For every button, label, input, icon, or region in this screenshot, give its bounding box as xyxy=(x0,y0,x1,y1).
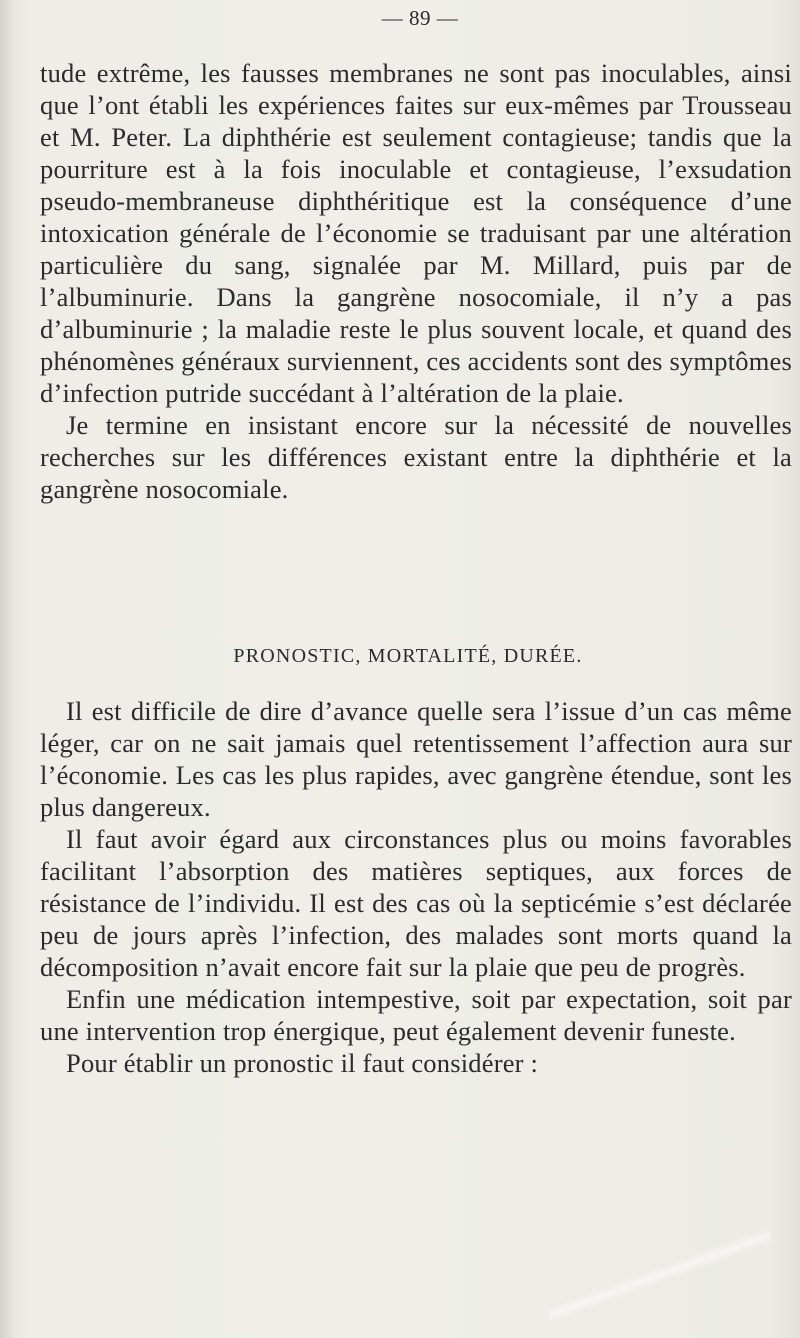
paragraph: Pour établir un pronostic il faut considérer : xyxy=(66,1048,539,1078)
paragraph: Il faut avoir égard aux circonstances plus ou moins favorables facilitant l’absorption des matières septiques, aux forces de résistance de l’individu. Il est des cas où la septicémie s’est déclarée peu de jours après l’infection, des malades sont morts quand la décomposition n’avait encore fait sur la plaie que peu de progrès. xyxy=(40,824,792,982)
paragraph: Enfin une médication intempestive, soit par expectation, soit par une intervention trop énergique, peut également devenir funeste. xyxy=(40,984,792,1046)
section-heading: PRONOSTIC, MORTALITÉ, DURÉE. xyxy=(233,645,583,667)
paragraph: Je termine en insistant encore sur la nécessité de nouvelles recherches sur les différences existant entre la diphthérie et la gangrène nosocomiale. xyxy=(40,410,792,504)
paragraph: Il est difficile de dire d’avance quelle sera l’issue d’un cas même léger, car on ne sait jamais quel retentissement l’affection aura sur l’économie. Les cas les plus rapides, avec gangrène étendue, sont les plus dangereux. xyxy=(40,696,792,822)
page-gutter-shadow xyxy=(0,0,14,1338)
paragraph: tude extrême, les fausses membranes ne sont pas inoculables, ainsi que l’ont établi les expériences faites sur eux-mêmes par Trousseau et M. Peter. La diphthérie est seulement contagieuse; tandis que la pourriture est à la fois inoculable et contagieuse, l’exsudation pseudo-membraneuse diphthéritique est la conséquence d’une intoxication générale de l’économie se traduisant par une altération particulière du sang, signalée par M. Millard, puis par de l’albuminurie. Dans la gangrène nosocomiale, il n’y a pas d’albuminurie ; la maladie reste le plus souvent locale, et quand des phénomènes généraux surviennent, ces accidents sont des symptômes d’infection putride succédant à l’altération de la plaie. xyxy=(40,58,792,408)
paper-light-streak xyxy=(550,1230,770,1320)
page-number: — 89 — xyxy=(381,6,459,30)
text-section-top xyxy=(40,57,792,505)
text-section-bottom xyxy=(40,695,792,1079)
